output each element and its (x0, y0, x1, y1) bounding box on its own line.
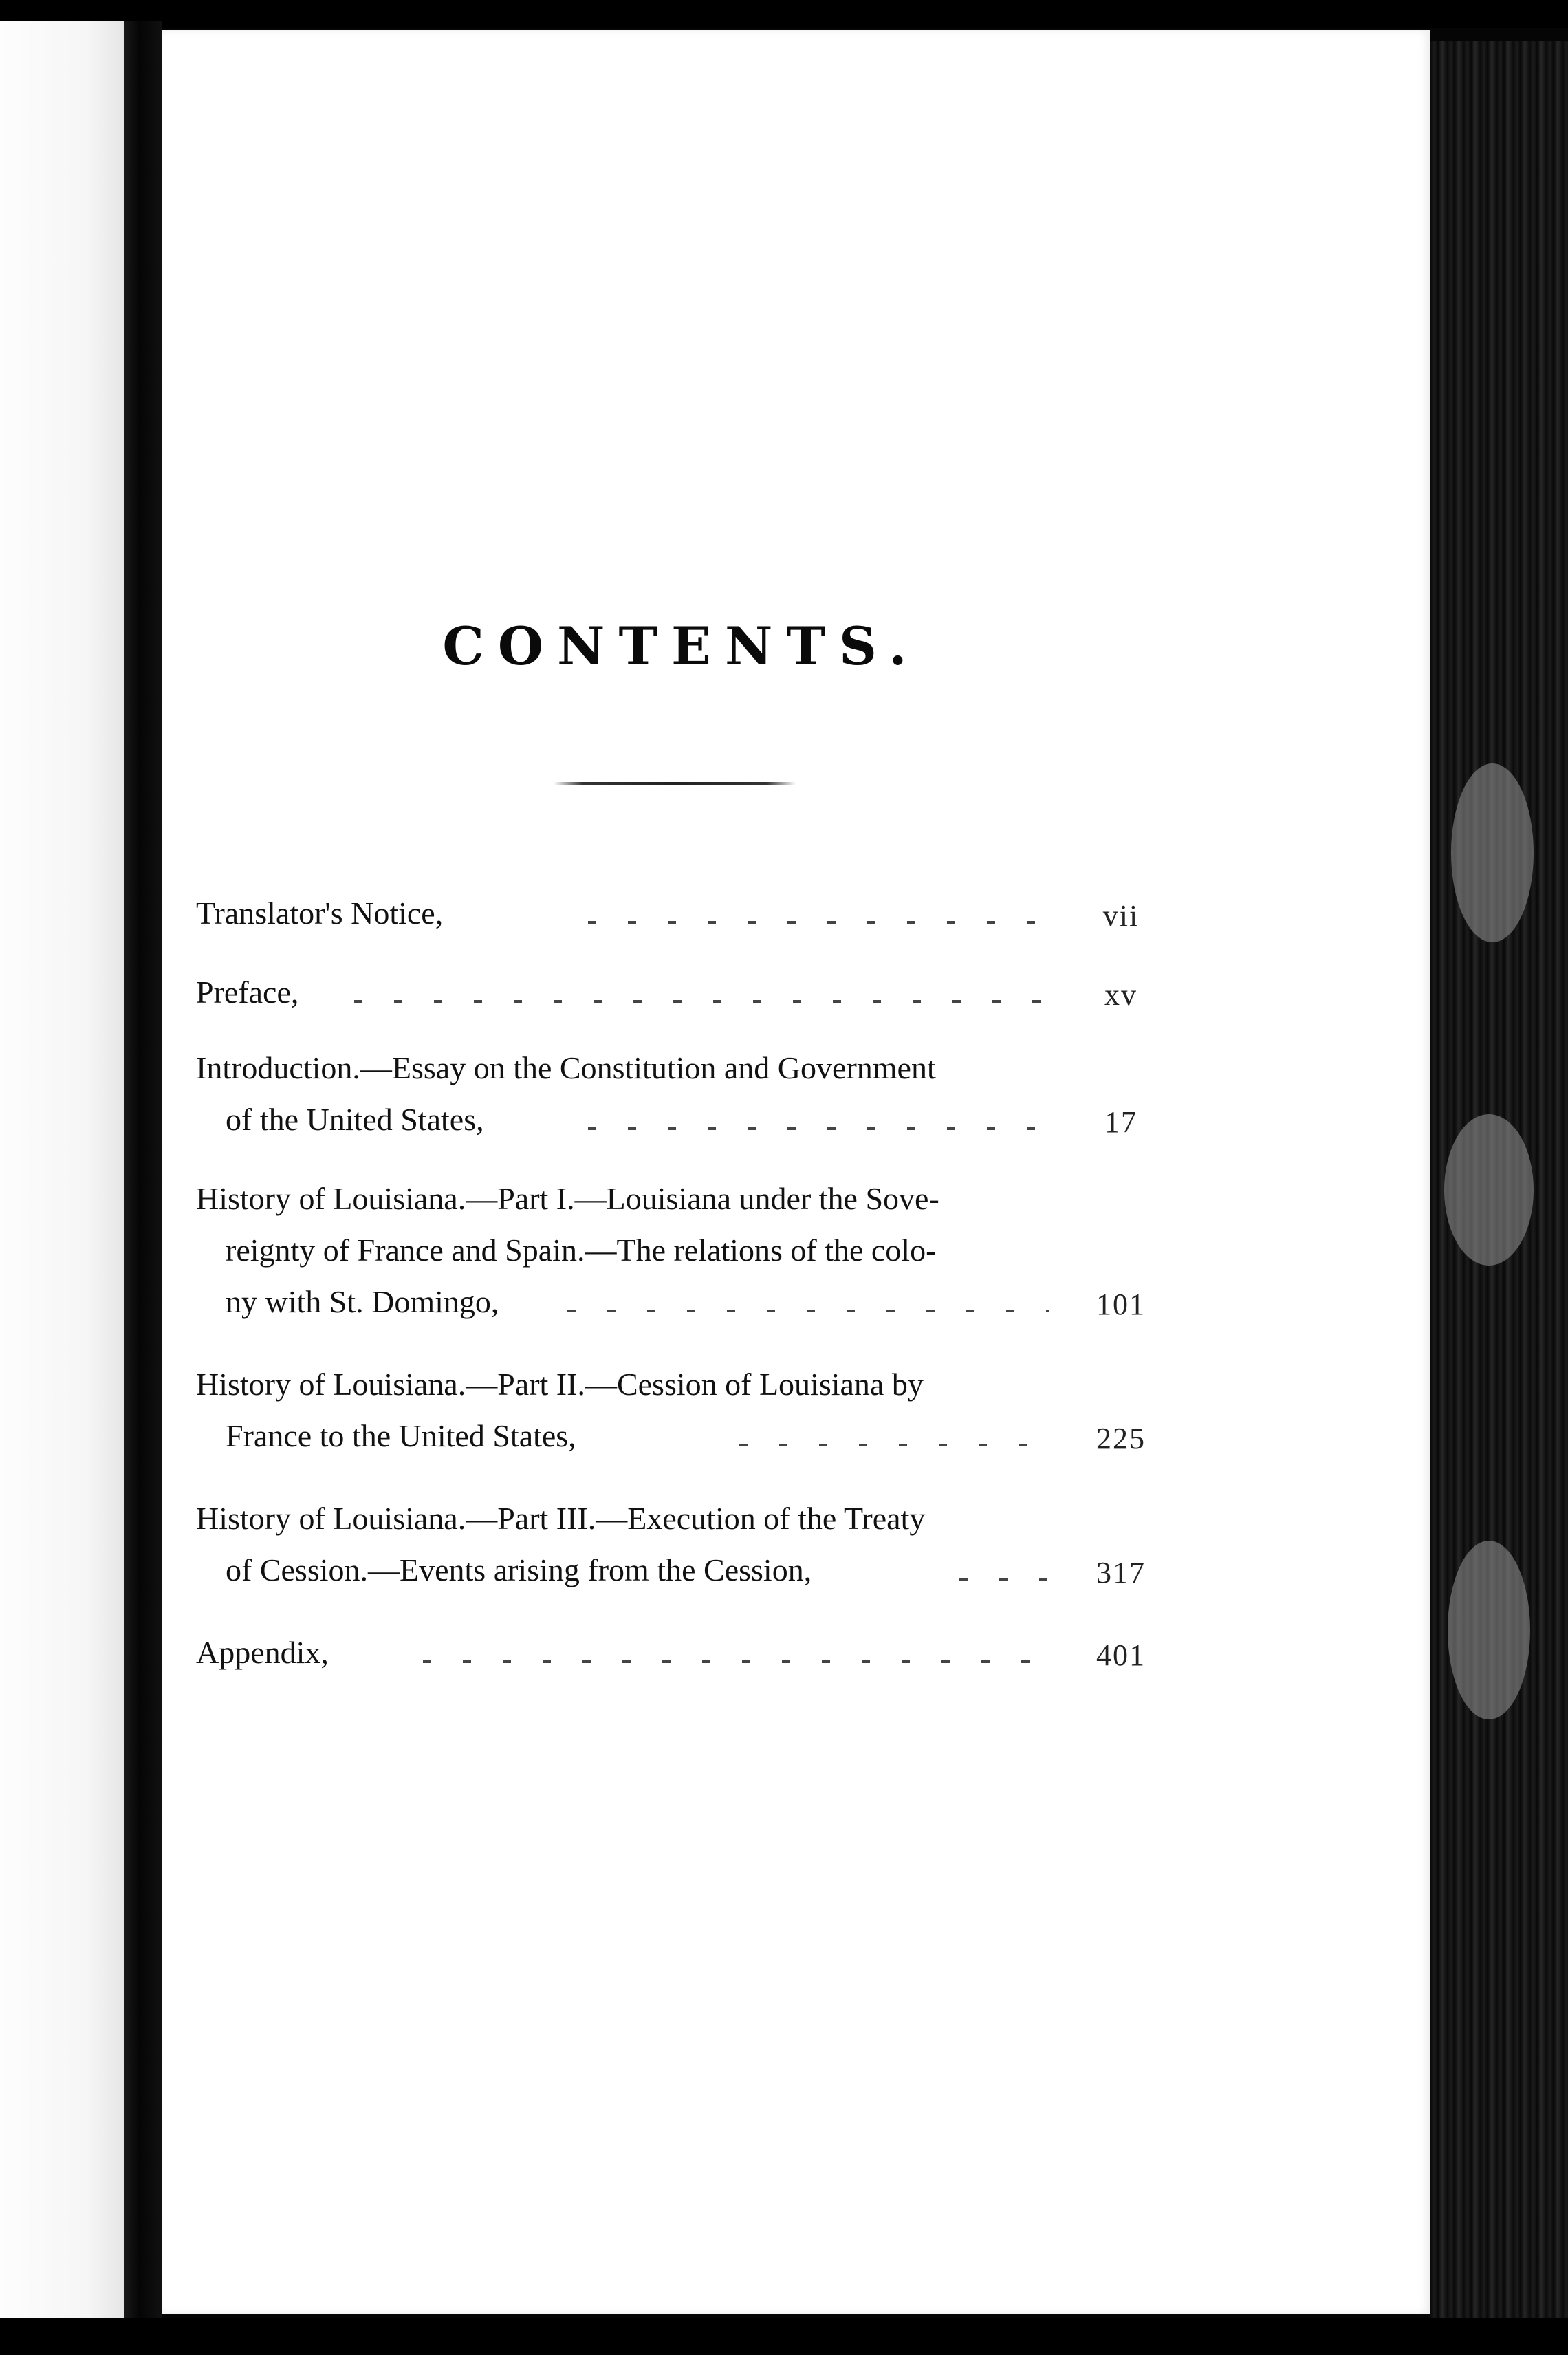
toc-line (196, 1544, 1159, 1596)
dot-leader (423, 1660, 1049, 1663)
toc-line (196, 887, 1159, 939)
toc-entry-history-part-1[interactable] (196, 1173, 1159, 1327)
toc-line (196, 966, 1159, 1018)
page-number: 101 (1096, 1288, 1146, 1321)
toc-entry-history-part-2[interactable] (196, 1358, 1159, 1462)
page-number: vii (1102, 899, 1140, 933)
toc-entry-introduction[interactable] (196, 1042, 1159, 1145)
toc-entry-preface[interactable] (196, 966, 1159, 1018)
page-number: 401 (1096, 1638, 1146, 1672)
toc-entry-history-part-3[interactable] (196, 1493, 1159, 1596)
dot-leader (588, 921, 1049, 924)
toc-entry-title: Translator's Notice, (196, 896, 444, 931)
toc-entry-title: Introduction.—Essay on the Constitution and Government (196, 1050, 936, 1085)
page-number: 17 (1104, 1105, 1137, 1139)
toc-entry-title-continued: France to the United States, (226, 1418, 576, 1453)
toc-line (196, 1627, 1159, 1678)
toc-entry-title: History of Louisiana.—Part III.—Execution of the Treaty (196, 1501, 926, 1536)
table-of-contents (196, 0, 1159, 2355)
page-number: 225 (1096, 1422, 1146, 1455)
toc-line (196, 1410, 1159, 1462)
toc-line (196, 1173, 1159, 1224)
toc-entry-title: History of Louisiana.—Part II.—Cession of Louisiana by (196, 1367, 924, 1402)
edge-stain (1448, 1541, 1530, 1719)
toc-entry-title-continued: reignty of France and Spain.—The relations of the colo- (226, 1233, 937, 1268)
toc-line (196, 1224, 1159, 1276)
edge-stain (1444, 1114, 1534, 1266)
dot-leader (354, 1000, 1049, 1003)
toc-entry-title: History of Louisiana.—Part I.—Louisiana under the Sove- (196, 1181, 939, 1216)
page-edge-shadow (1430, 41, 1568, 2325)
facing-page-edge (0, 21, 124, 2328)
toc-entry-title: Appendix, (196, 1635, 329, 1670)
dot-leader (959, 1578, 1049, 1581)
toc-line (196, 1042, 1159, 1094)
contents-heading: CONTENTS. (442, 616, 921, 677)
toc-line (196, 1094, 1159, 1145)
dot-leader (567, 1310, 1049, 1312)
dot-leader (739, 1444, 1049, 1446)
page-number: 317 (1096, 1556, 1146, 1589)
dot-leader (588, 1127, 1049, 1130)
toc-line (196, 1276, 1159, 1327)
toc-entry-title-continued: of the United States, (226, 1102, 484, 1137)
toc-entry-title: Preface, (196, 975, 299, 1010)
toc-entry-title-continued: ny with St. Domingo, (226, 1284, 499, 1319)
toc-line (196, 1493, 1159, 1544)
toc-entry-appendix[interactable] (196, 1627, 1159, 1678)
page-number: xv (1104, 978, 1137, 1012)
edge-stain (1451, 763, 1534, 942)
toc-line (196, 1358, 1159, 1410)
toc-entry-title-continued: of Cession.—Events arising from the Cession, (226, 1552, 812, 1587)
toc-entry-translators-notice[interactable] (196, 887, 1159, 939)
book-gutter (124, 21, 162, 2338)
